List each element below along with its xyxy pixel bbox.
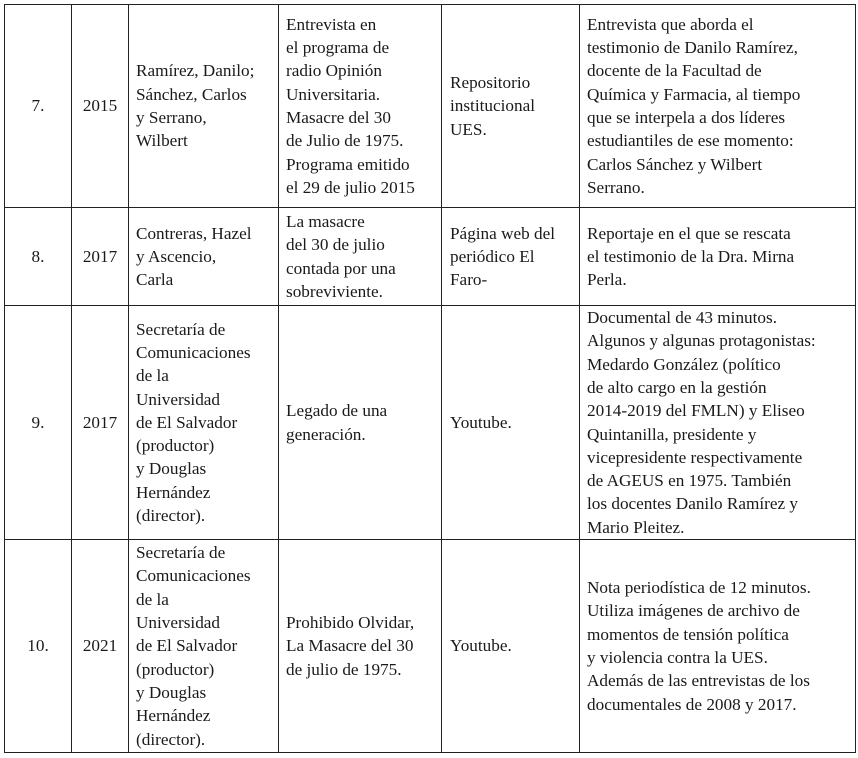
sources-table: [4, 4, 856, 753]
table-row: [5, 208, 856, 306]
row-number: 8.: [5, 208, 72, 306]
row-description: Documental de 43 minutos. Algunos y algunas protagonistas: Medardo González (político de alto cargo en la gestión 2014-2019 del FMLN) y Eliseo Quintanilla, presidente y vicepresidente respectivamente de AGEUS en 1975. También los docentes Danilo Ramírez y Mario Pleitez.: [580, 306, 856, 540]
row-year: 2015: [72, 5, 129, 208]
row-number: 9.: [5, 306, 72, 540]
row-description: Entrevista que aborda el testimonio de Danilo Ramírez, docente de la Facultad de Química y Farmacia, al tiempo que se interpela a dos líderes estudiantiles de ese momento: Carlos Sánchez y Wilbert Serrano.: [580, 5, 856, 208]
row-description: Nota periodística de 12 minutos. Utiliza imágenes de archivo de momentos de tensión política y violencia contra la UES. Además de las entrevistas de los documentales de 2008 y 2017.: [580, 540, 856, 753]
row-year: 2017: [72, 208, 129, 306]
row-authors: Ramírez, Danilo; Sánchez, Carlos y Serrano, Wilbert: [129, 5, 279, 208]
row-authors: Secretaría de Comunicaciones de la Universidad de El Salvador (productor) y Douglas Hernández (director).: [129, 540, 279, 753]
table-row: [5, 306, 856, 540]
row-number: 10.: [5, 540, 72, 753]
row-authors: Secretaría de Comunicaciones de la Universidad de El Salvador (productor) y Douglas Hernández (director).: [129, 306, 279, 540]
row-title: La masacre del 30 de julio contada por una sobreviviente.: [279, 208, 442, 306]
row-authors: Contreras, Hazel y Ascencio, Carla: [129, 208, 279, 306]
row-source: Youtube.: [442, 306, 580, 540]
table-row: [5, 5, 856, 208]
row-title: Legado de una generación.: [279, 306, 442, 540]
row-year: 2021: [72, 540, 129, 753]
row-year: 2017: [72, 306, 129, 540]
row-source: Youtube.: [442, 540, 580, 753]
row-description: Reportaje en el que se rescata el testimonio de la Dra. Mirna Perla.: [580, 208, 856, 306]
table-row: [5, 540, 856, 753]
row-source: Página web del periódico El Faro-: [442, 208, 580, 306]
row-title: Prohibido Olvidar, La Masacre del 30 de julio de 1975.: [279, 540, 442, 753]
row-number: 7.: [5, 5, 72, 208]
row-source: Repositorio institucional UES.: [442, 5, 580, 208]
row-title: Entrevista en el programa de radio Opinión Universitaria. Masacre del 30 de Julio de 1975. Programa emitido el 29 de julio 2015: [279, 5, 442, 208]
